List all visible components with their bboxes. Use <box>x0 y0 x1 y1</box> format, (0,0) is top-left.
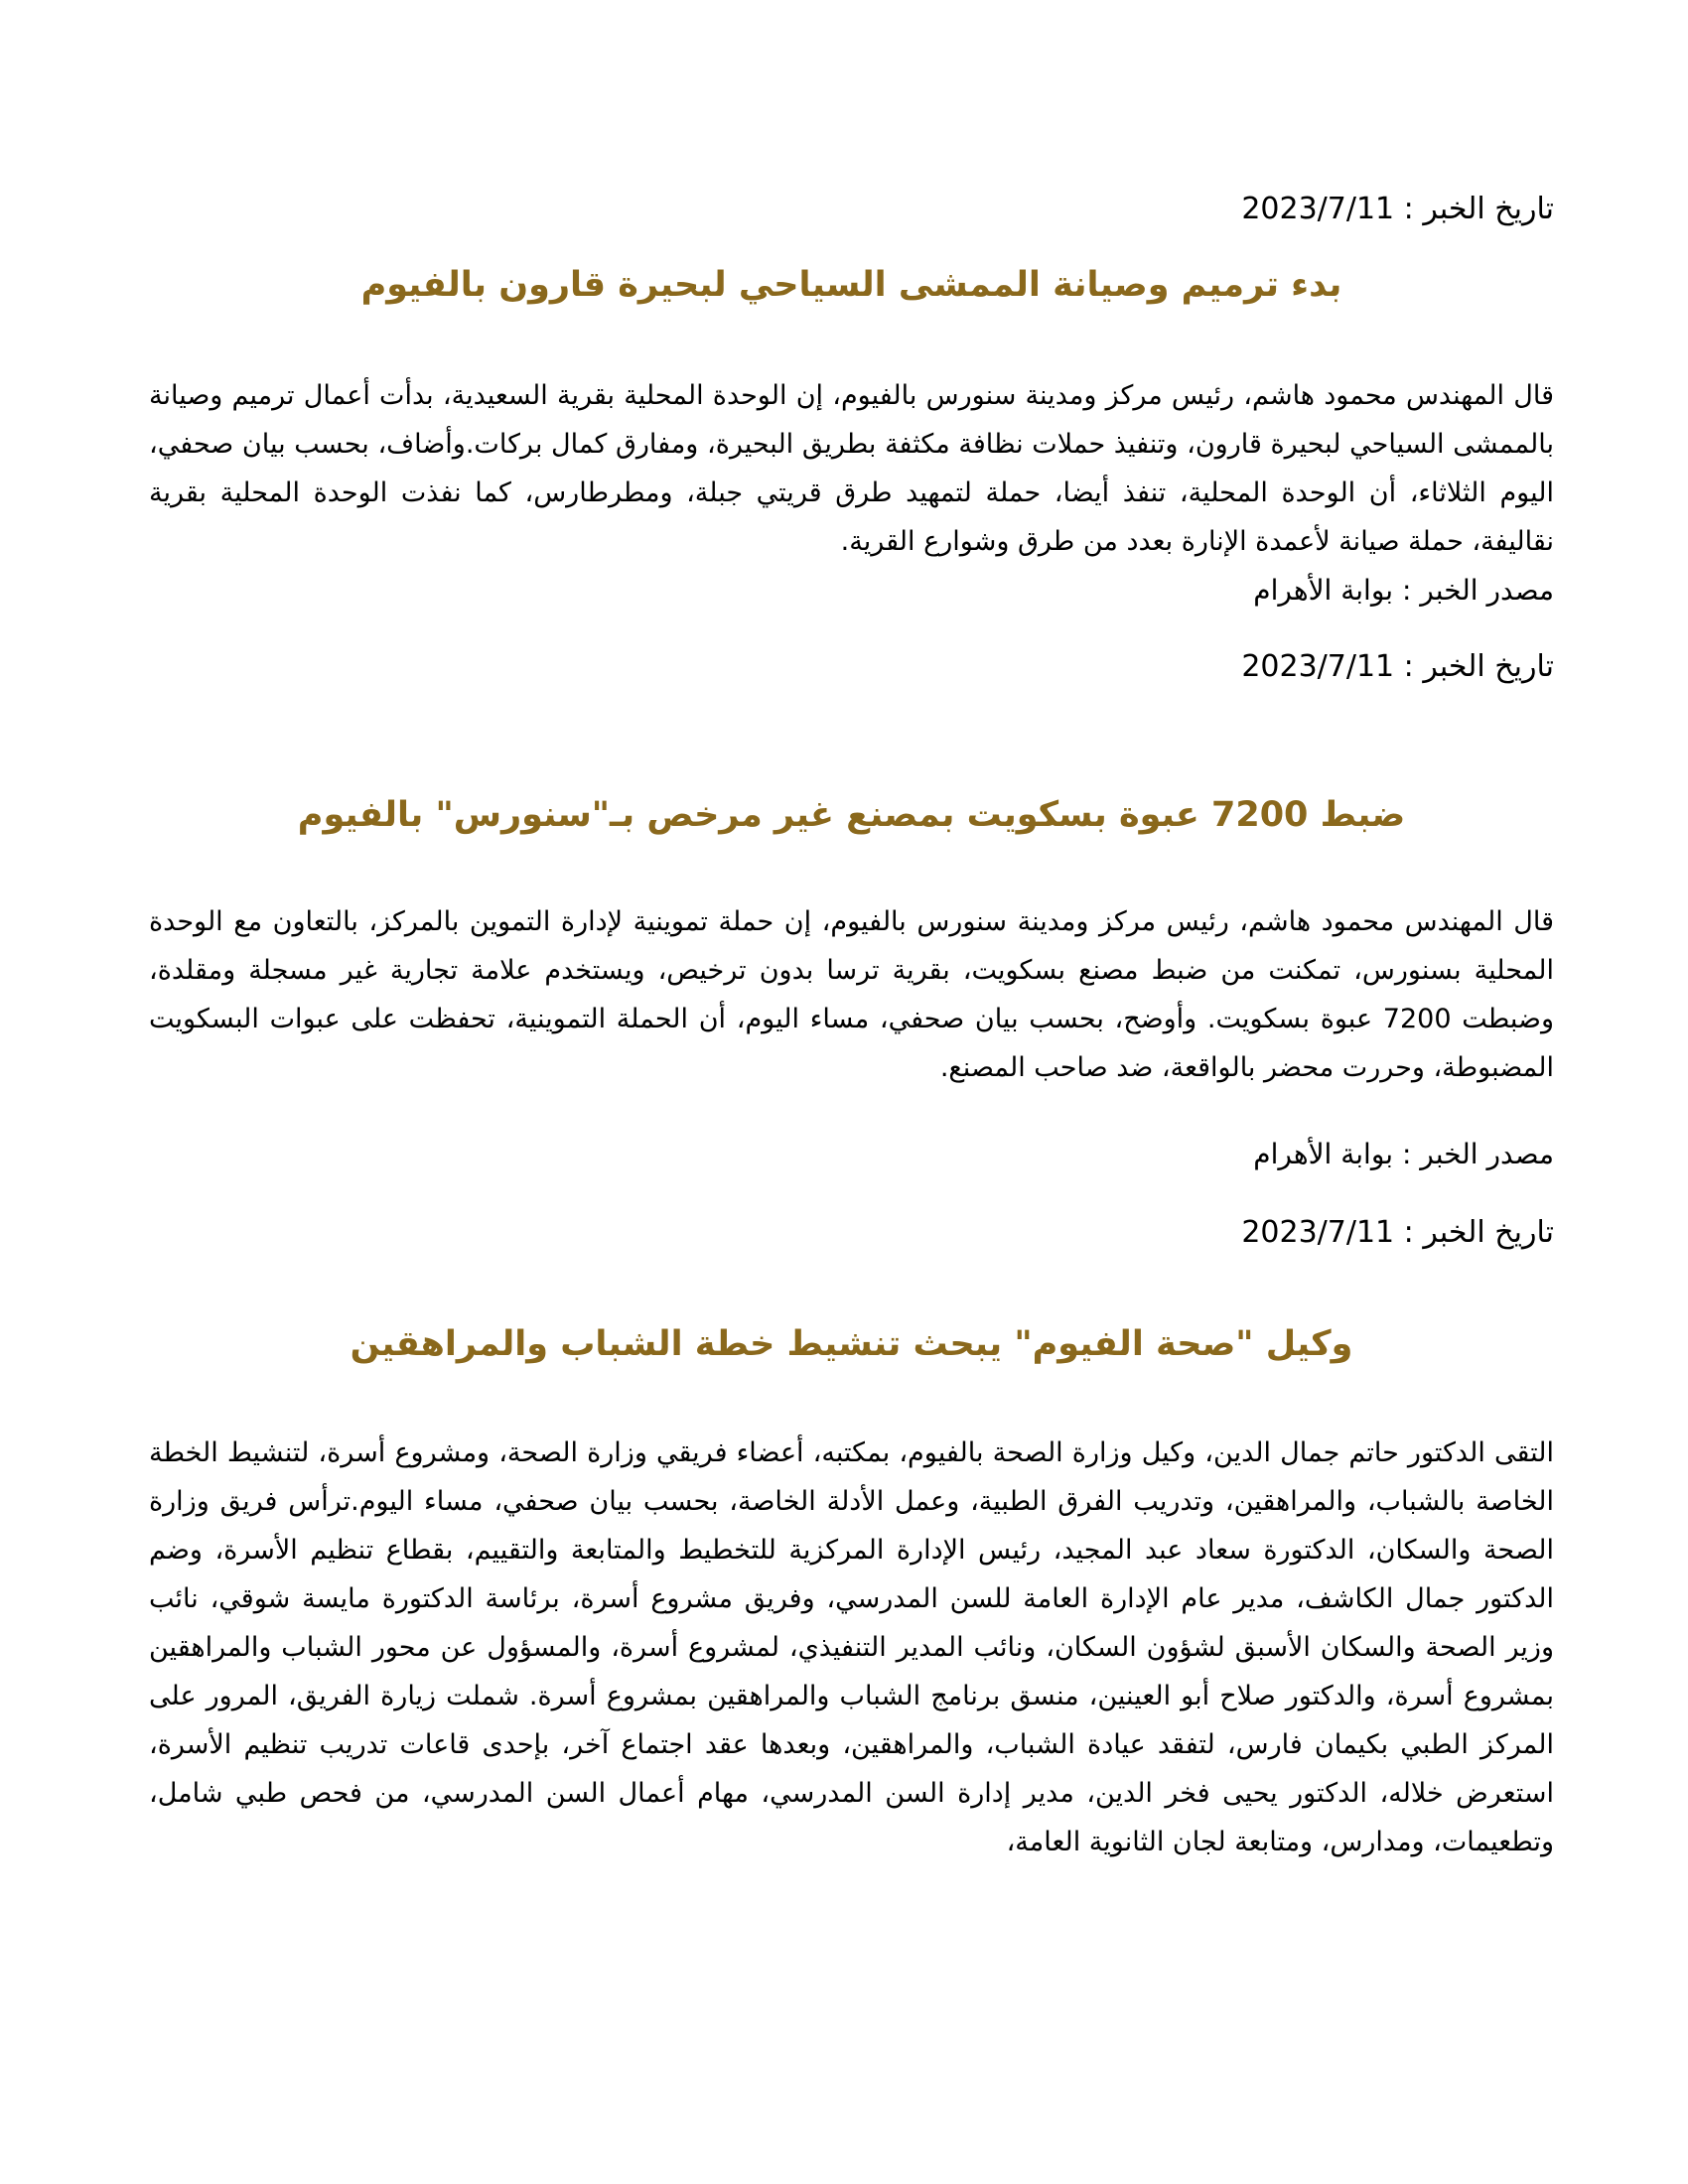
news-date: تاريخ الخبر : 2023/7/11 <box>1241 1215 1554 1250</box>
article-headline: وكيل "صحة الفيوم" يبحث تنشيط خطة الشباب والمراهقين <box>350 1324 1353 1364</box>
article-body: التقى الدكتور حاتم جمال الدين، وكيل وزارة الصحة بالفيوم، بمكتبه، أعضاء فريقي وزارة الصحة، ومشروع أسرة، لتنشيط الخطة الخاصة بالشباب، والمراهقين، وتدريب الفرق الطبية، وعمل الأدلة الخاصة، بحسب بيان صحفي، مساء اليوم.ترأس فريق وزارة الصحة والسكان، الدكتورة سعاد عبد المجيد، رئيس الإدارة المركزية للتخطيط والمتابعة والتقييم، بقطاع تنظيم الأسرة، وضم الدكتور جمال الكاشف، مدير عام الإدارة العامة للسن المدرسي، وفريق مشروع أسرة، برئاسة الدكتورة مايسة شوقي، نائب وزير الصحة والسكان الأسبق لشؤون السكان، ونائب المدير التنفيذي، لمشروع أسرة، والمسؤول عن محور الشباب والمراهقين بمشروع أسرة، والدكتور صلاح أبو العينين، منسق برنامج الشباب والمراهقين بمشروع أسرة. شملت زيارة الفريق، المرور على المركز الطبي بكيمان فارس، لتفقد عيادة الشباب، والمراهقين، وبعدها عقد اجتماع آخر، بإحدى قاعات تدريب تنظيم الأسرة، استعرض خلاله، الدكتور يحيى فخر الدين، مدير إدارة السن المدرسي، مهام أعمال السن المدرسي، من فحص طبي شامل، وتطعيمات، ومدارس، ومتابعة لجان الثانوية العامة، <box>149 1437 1554 1857</box>
article-section-2 <box>149 646 1554 1178</box>
news-source: مصدر الخبر : بوابة الأهرام <box>1253 1138 1554 1170</box>
article-section-1 <box>149 189 1554 614</box>
article-headline: ضبط 7200 عبوة بسكويت بمصنع غير مرخص بـ"سنورس" بالفيوم <box>297 795 1406 835</box>
article-body: قال المهندس محمود هاشم، رئيس مركز ومدينة سنورس بالفيوم، إن حملة تموينية لإدارة التموين بالمركز، بالتعاون مع الوحدة المحلية بسنورس، تمكنت من ضبط مصنع بسكويت، بقرية ترسا بدون ترخيص، ويستخدم علامة تجارية غير مسجلة ومقلدة، وضبطت 7200 عبوة بسكويت. وأوضح، بحسب بيان صحفي، مساء اليوم، أن الحملة التموينية، تحفظت على عبوات البسكويت المضبوطة، وحررت محضر بالواقعة، ضد صاحب المصنع. <box>149 906 1554 1083</box>
news-date: تاريخ الخبر : 2023/7/11 <box>1241 649 1554 684</box>
article-section-3 <box>149 1212 1554 1866</box>
article-body: قال المهندس محمود هاشم، رئيس مركز ومدينة سنورس بالفيوم، إن الوحدة المحلية بقرية السعيدية، بدأت أعمال ترميم وصيانة بالممشى السياحي لبحيرة قارون، وتنفيذ حملات نظافة مكثفة بطريق البحيرة، ومفارق كمال بركات.وأضاف، بحسب بيان صحفي، اليوم الثلاثاء، أن الوحدة المحلية، تنفذ أيضا، حملة لتمهيد طرق قريتي جبلة، ومطرطارس، كما نفذت الوحدة المحلية بقرية نقاليفة، حملة صيانة لأعمدة الإنارة بعدد من طرق وشوارع القرية. <box>149 380 1554 557</box>
news-date: تاريخ الخبر : 2023/7/11 <box>1241 192 1554 226</box>
article-headline: بدء ترميم وصيانة الممشى السياحي لبحيرة قارون بالفيوم <box>360 265 1342 305</box>
document-content <box>149 0 1554 1866</box>
news-source: مصدر الخبر : بوابة الأهرام <box>1253 574 1554 607</box>
